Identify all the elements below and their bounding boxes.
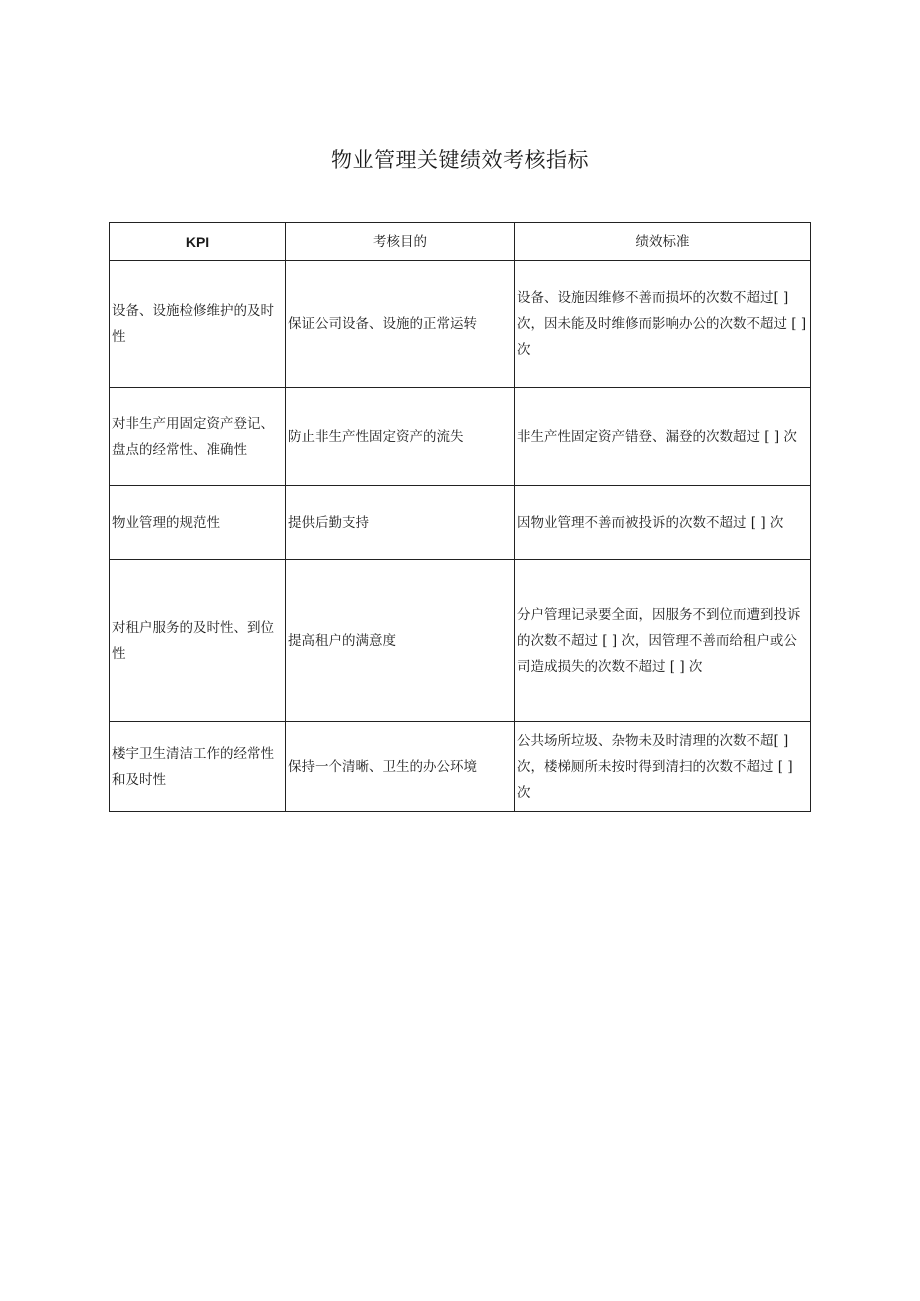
header-standard: 绩效标准 (515, 223, 811, 261)
standard-cell: 非生产性固定资产错登、漏登的次数超过 [ ] 次 (515, 388, 811, 486)
document-title: 物业管理关键绩效考核指标 (331, 148, 589, 172)
purpose-cell: 保证公司设备、设施的正常运转 (286, 261, 515, 388)
table-row (110, 261, 811, 388)
kpi-cell: 设备、设施检修维护的及时性 (110, 261, 286, 388)
header-purpose: 考核目的 (286, 223, 515, 261)
purpose-cell: 提高租户的满意度 (286, 560, 515, 722)
standard-cell: 分户管理记录要全面，因服务不到位而遭到投诉的次数不超过 [ ] 次，因管理不善而给租户或公司造成损失的次数不超过 [ ] 次 (515, 560, 811, 722)
kpi-cell: 对非生产用固定资产登记、盘点的经常性、准确性 (110, 388, 286, 486)
kpi-cell: 物业管理的规范性 (110, 486, 286, 560)
table-header-row (110, 223, 811, 261)
table-row (110, 560, 811, 722)
kpi-cell: 楼宇卫生清洁工作的经常性和及时性 (110, 722, 286, 812)
kpi-table (109, 222, 811, 812)
purpose-cell: 保持一个清晰、卫生的办公环境 (286, 722, 515, 812)
purpose-cell: 提供后勤支持 (286, 486, 515, 560)
standard-cell: 因物业管理不善而被投诉的次数不超过 [ ] 次 (515, 486, 811, 560)
header-kpi: KPI (110, 223, 286, 261)
kpi-cell: 对租户服务的及时性、到位性 (110, 560, 286, 722)
table-row (110, 722, 811, 812)
standard-cell: 公共场所垃圾、杂物未及时清理的次数不超[ ] 次，楼梯厕所未按时得到清扫的次数不超过 [ ] 次 (515, 722, 811, 812)
table-row (110, 486, 811, 560)
table-row (110, 388, 811, 486)
standard-cell: 设备、设施因维修不善而损坏的次数不超过[ ]次，因未能及时维修而影响办公的次数不超过 [ ] 次 (515, 261, 811, 388)
purpose-cell: 防止非生产性固定资产的流失 (286, 388, 515, 486)
